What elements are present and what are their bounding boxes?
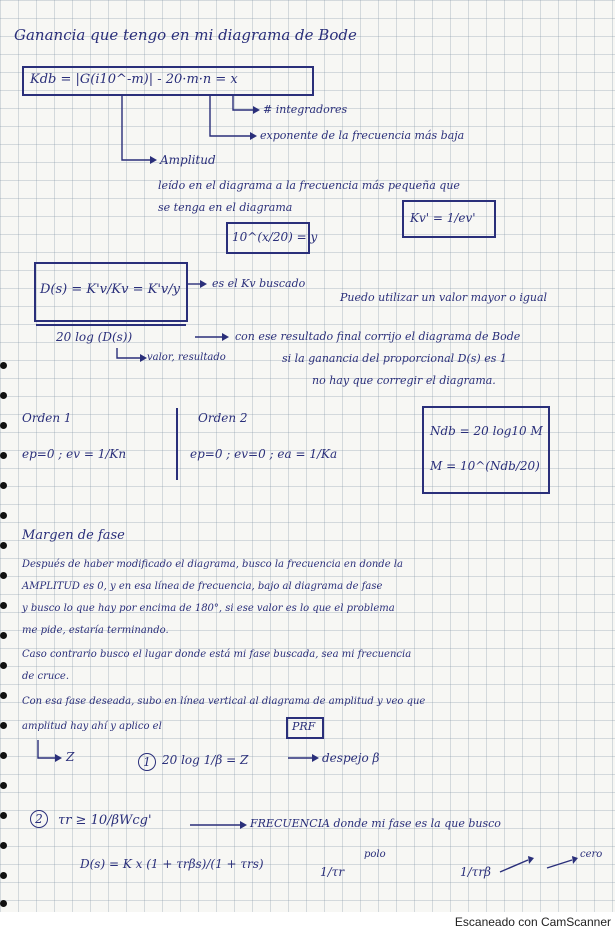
kv-formula: Kv' = 1/ev' (410, 211, 476, 225)
log-label: valor, resultado (147, 352, 226, 363)
correction-line-2: si la ganancia del proporcional D(s) es 1 (282, 352, 507, 365)
order-2-title: Orden 2 (198, 411, 248, 425)
phase-para-3: y busco lo que hay por encima de 180°, si ese valor es lo que el problema (22, 603, 395, 614)
log-formula: 20 log (D(s)) (56, 330, 133, 344)
phase-para-8: amplitud hay ahí y aplico el (22, 721, 162, 732)
cero-label: cero (580, 849, 603, 860)
step-2-label: FRECUENCIA donde mi fase es la que busco (250, 817, 501, 830)
polo-expr: 1/τr (320, 865, 345, 879)
power-formula: 10^(x/20) = y (232, 230, 318, 244)
phase-para-6: de cruce. (22, 671, 70, 682)
ndb-formula-2: M = 10^(Ndb/20) (430, 459, 540, 473)
value-note: Puedo utilizar un valor mayor o igual (340, 291, 548, 304)
phase-para-5: Caso contrario busco el lugar donde está mi fase buscada, sea mi frecuencia (22, 649, 412, 660)
step-1-formula: 20 log 1/β = Z (162, 753, 249, 767)
amplitude-desc-1: leído en el diagrama a la frecuencia más pequeña que (158, 179, 460, 192)
step-1-number: 1 (138, 753, 156, 771)
divider (176, 408, 178, 480)
scanner-footer (0, 912, 615, 932)
correction-line-3: no hay que corregir el diagrama. (312, 374, 496, 387)
polo-label: polo (364, 849, 386, 860)
order-1-title: Orden 1 (22, 411, 72, 425)
order-1-formula: ep=0 ; ev = 1/Kn (22, 447, 127, 461)
step-1-result: despejo β (322, 751, 380, 765)
phase-para-7: Con esa fase deseada, subo en línea vertical al diagrama de amplitud y veo que (22, 696, 426, 707)
underline (36, 324, 186, 326)
amplitude-desc-2: se tenga en el diagrama (158, 201, 293, 214)
ds-final-formula: D(s) = K x (1 + τrβs)/(1 + τrs) (80, 857, 264, 871)
step-2-formula: τr ≥ 10/βWcg' (58, 813, 152, 828)
ndb-formula-box (422, 406, 550, 494)
phase-para-1: Después de haber modificado el diagrama, busco la frecuencia en donde la (22, 559, 403, 570)
prf-label: PRF (292, 720, 316, 733)
gain-formula: Kdb = |G(i10^-m)| - 20·m·n = x (30, 72, 238, 87)
scanner-watermark: Escaneado con CamScanner (454, 915, 611, 929)
integrators-label: # integradores (263, 103, 348, 116)
cero-expr: 1/τrβ (460, 865, 491, 879)
step-2-number: 2 (30, 810, 48, 828)
phase-para-2: AMPLITUD es 0, y en esa línea de frecuencia, bajo al diagrama de fase (22, 581, 383, 592)
order-2-formula: ep=0 ; ev=0 ; ea = 1/Ka (190, 447, 338, 461)
page-title: Ganancia que tengo en mi diagrama de Bode (14, 26, 357, 44)
exponent-label: exponente de la frecuencia más baja (260, 129, 465, 142)
amplitude-label: Amplitud (160, 153, 216, 167)
ndb-formula-1: Ndb = 20 log10 M (430, 424, 543, 438)
phase-para-4: me pide, estaría terminando. (22, 625, 169, 636)
kv-note: es el Kv buscado (212, 277, 306, 290)
phase-title: Margen de fase (22, 528, 125, 543)
ds-formula: D(s) = K'v/Kv = K'v/y (40, 282, 180, 297)
correction-line-1: con ese resultado final corrijo el diagrama de Bode (235, 330, 521, 343)
z-label: Z (66, 750, 75, 764)
